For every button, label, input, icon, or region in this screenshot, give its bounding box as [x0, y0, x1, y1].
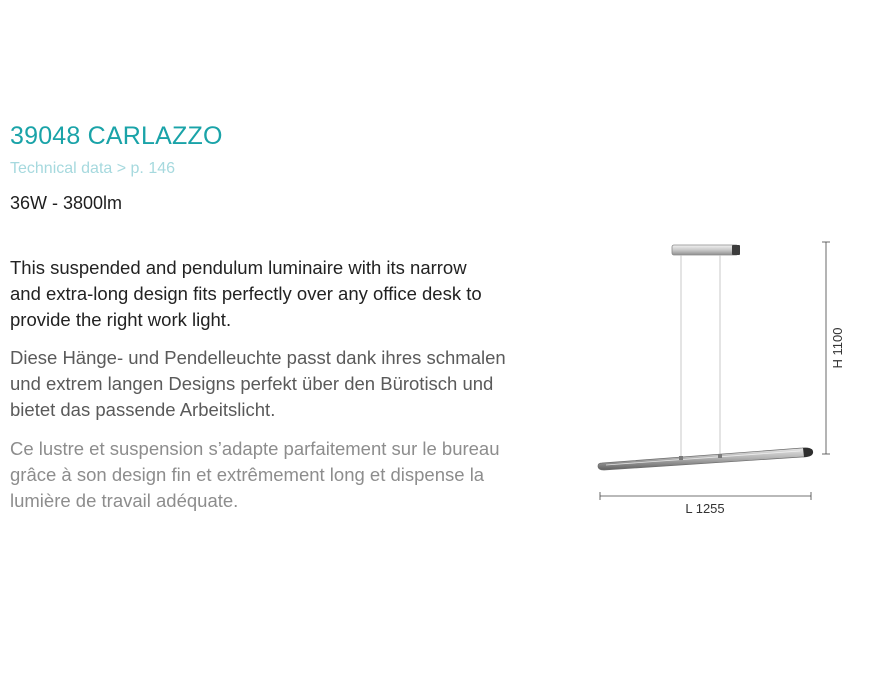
- height-dimension-label: H 1100: [830, 327, 845, 369]
- luminaire-bar: [598, 448, 813, 470]
- luminaire-technical-drawing: [590, 230, 850, 530]
- description-french: [10, 436, 570, 514]
- height-dimension: [822, 242, 830, 454]
- length-dimension-label: L 1255: [685, 501, 725, 516]
- description-line: and extra-long design fits perfectly over any office desk to: [10, 283, 482, 304]
- description-german: [10, 345, 570, 423]
- power-rating: 36W - 3800lm: [10, 193, 123, 213]
- description-line: Ce lustre et suspension s’adapte parfaitement sur le bureau: [10, 438, 500, 459]
- length-dimension: [600, 492, 811, 500]
- ceiling-canopy: [672, 245, 740, 255]
- description-line: und extrem langen Designs perfekt über den Bürotisch und: [10, 373, 494, 394]
- description-line: lumière de travail adéquate.: [10, 490, 239, 511]
- description-line: grâce à son design fin et extrêmement long et dispense la: [10, 464, 485, 485]
- description-english: [10, 255, 570, 333]
- description-line: bietet das passende Arbeitslicht.: [10, 399, 276, 420]
- description-line: provide the right work light.: [10, 309, 232, 330]
- technical-data-reference: Technical data > p. 146: [10, 160, 176, 177]
- product-title: 39048 CARLAZZO: [10, 122, 223, 150]
- description-line: Diese Hänge- und Pendelleuchte passt dank ihres schmalen: [10, 347, 506, 368]
- description-line: This suspended and pendulum luminaire with its narrow: [10, 257, 467, 278]
